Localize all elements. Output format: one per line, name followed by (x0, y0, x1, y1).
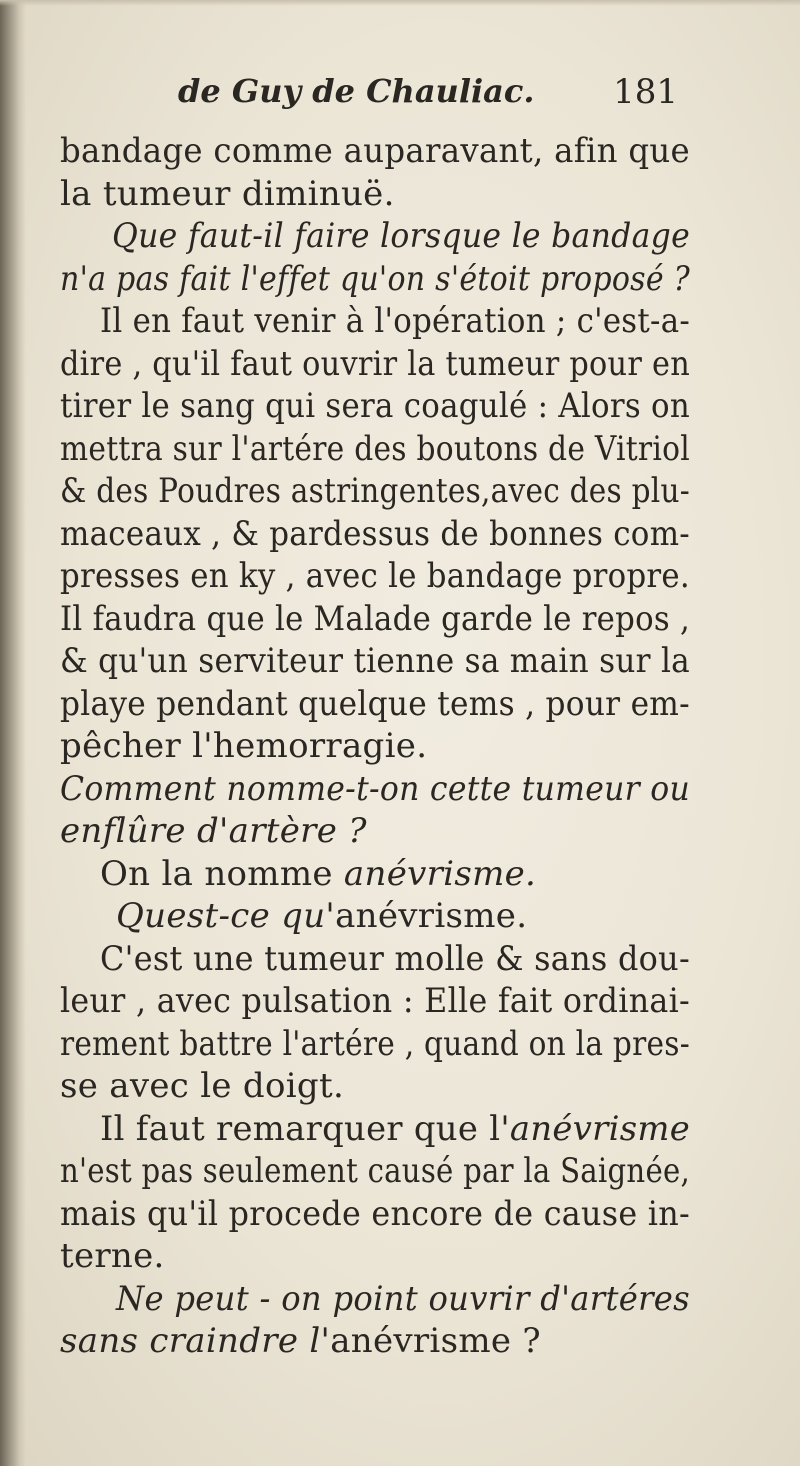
roman-text: On la nomme (100, 853, 344, 894)
text-line (60, 1320, 690, 1363)
text-line (60, 258, 690, 301)
text-line (60, 1108, 690, 1151)
text-line-content (60, 343, 690, 386)
text-line (60, 300, 690, 343)
text-line (60, 343, 690, 386)
text-line-content (60, 1320, 541, 1363)
roman-text: mais qu'il procede encore de cause in- (60, 1193, 690, 1234)
italic-text: Comment nomme-t-on cette tumeur ou (60, 768, 690, 809)
text-line-content (60, 1235, 165, 1278)
text-line-content (60, 725, 427, 768)
text-line (60, 768, 690, 811)
roman-text: anévrisme. (335, 896, 528, 936)
page-header (178, 72, 678, 116)
text-line-content (60, 428, 690, 471)
text-line (60, 1023, 690, 1066)
text-line-content (60, 258, 690, 301)
text-line (60, 1235, 690, 1278)
italic-text: Que faut-il faire lorsque le bandage (112, 216, 690, 256)
text-line (60, 683, 690, 726)
italic-text: Ne peut - on point ouvrir d'artéres (116, 1278, 690, 1319)
text-line-content (60, 683, 690, 726)
text-line (60, 938, 690, 981)
roman-text: C'est une tumeur molle & sans dou- (100, 938, 690, 979)
body-text (60, 130, 690, 1363)
text-line (60, 853, 690, 896)
roman-text: la tumeur diminuë. (60, 173, 395, 214)
roman-text: presses en ky , avec le bandage propre. (60, 556, 690, 596)
text-line (60, 1278, 690, 1321)
text-line-content (60, 1193, 690, 1236)
italic-text: anévrisme. (343, 853, 537, 894)
text-line-content (60, 1065, 344, 1108)
text-line (60, 470, 690, 513)
text-line-content (100, 853, 536, 896)
text-line (60, 640, 690, 683)
roman-text: n'est pas seulement causé par la Saignée, (60, 1151, 690, 1191)
text-line-content (60, 513, 690, 556)
text-line-content (60, 598, 690, 641)
roman-text: anévrisme ? (330, 1321, 541, 1361)
roman-text: mettra sur l'artére des boutons de Vitriol (60, 428, 690, 469)
text-line-content (100, 938, 690, 981)
text-line (60, 385, 690, 428)
text-line (60, 895, 690, 938)
text-line (60, 1150, 690, 1193)
roman-text: dire , qu'il faut ouvrir la tumeur pour en (60, 343, 690, 384)
text-line (60, 725, 690, 768)
roman-text: Il faudra que le Malade garde le repos , (60, 598, 690, 639)
text-line-content (60, 130, 690, 173)
text-line-content (60, 1150, 690, 1193)
roman-text: tirer le sang qui sera coagulé : Alors on (60, 386, 690, 426)
text-line (60, 810, 690, 853)
text-line-content (60, 768, 690, 811)
italic-text: Quest-ce qu' (116, 896, 336, 936)
text-line-content (60, 640, 690, 683)
roman-text: leur , avec pulsation : Elle fait ordinai- (60, 981, 690, 1021)
running-title: de Guy de Chauliac. (178, 72, 535, 110)
roman-text: pêcher l'hemorragie. (60, 726, 428, 766)
roman-text: playe pendant quelque tems , pour em- (60, 683, 690, 724)
roman-text: se avec le doigt. (60, 1066, 345, 1106)
text-line (60, 980, 690, 1023)
italic-text: enflûre d'artère ? (60, 811, 367, 851)
text-line (60, 215, 690, 258)
text-line (60, 555, 690, 598)
text-line (60, 130, 690, 173)
text-line-content (100, 1108, 690, 1151)
roman-text: & qu'un serviteur tienne sa main sur la (60, 641, 690, 681)
text-line (60, 428, 690, 471)
text-line-content (60, 385, 690, 428)
roman-text: Il faut remarquer que l' (100, 1108, 510, 1149)
roman-text: rement battre l'artére , quand on la pres- (60, 1023, 690, 1064)
text-line (60, 513, 690, 556)
text-line-content (112, 215, 690, 258)
roman-text: & des Poudres astringentes,avec des plu- (60, 471, 690, 511)
italic-text: sans craindre l' (60, 1321, 331, 1361)
italic-text: anévrisme (509, 1108, 690, 1149)
text-line (60, 1193, 690, 1236)
page-gutter-shadow (0, 0, 26, 1466)
text-line-content (100, 300, 690, 343)
italic-text: n'a pas fait l'effet qu'on s'étoit proposé ? (60, 258, 690, 299)
text-line-content (60, 980, 690, 1023)
text-line-content (60, 470, 690, 513)
roman-text: maceaux , & pardessus de bonnes com- (60, 513, 690, 554)
roman-text: terne. (60, 1236, 165, 1276)
text-line-content (116, 895, 527, 938)
text-line-content (60, 1023, 690, 1066)
text-line-content (60, 173, 395, 216)
text-line-content (60, 555, 690, 598)
roman-text: bandage comme auparavant, afin que (60, 131, 690, 171)
text-line-content (116, 1278, 690, 1321)
text-line-content (60, 810, 367, 853)
roman-text: Il en faut venir à l'opération ; c'est-a- (100, 301, 690, 341)
text-line (60, 1065, 690, 1108)
page-top-edge (0, 0, 800, 6)
page-number: 181 (613, 72, 678, 112)
text-line (60, 173, 690, 216)
text-line (60, 598, 690, 641)
